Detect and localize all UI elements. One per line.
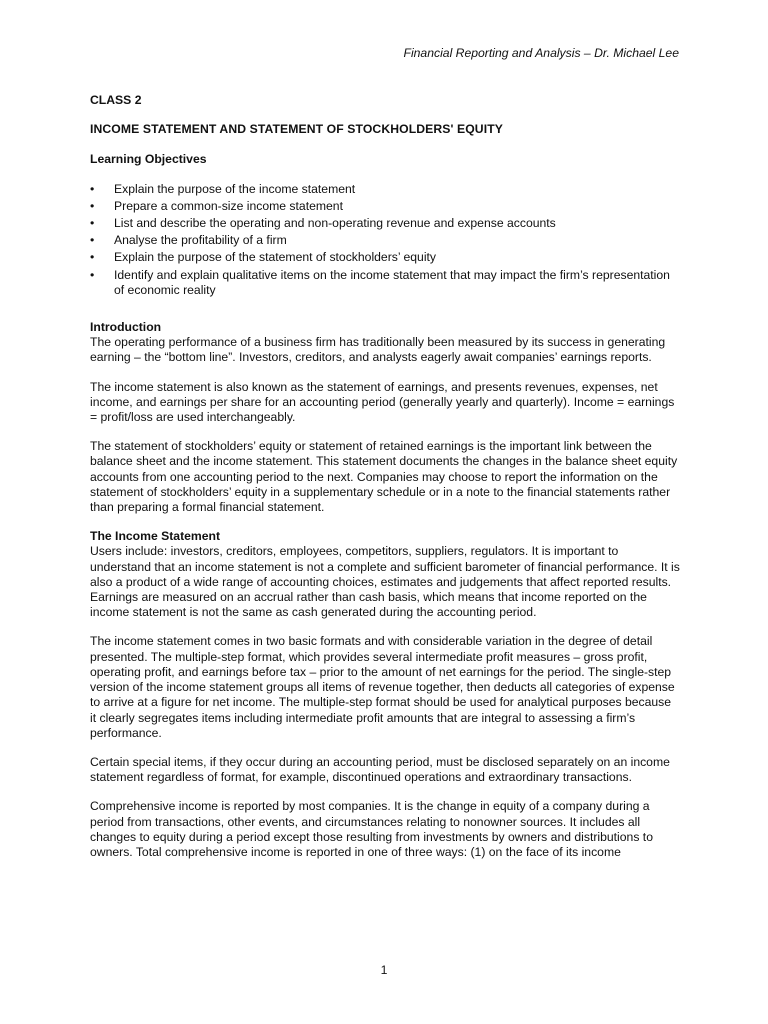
class-label: CLASS 2 (90, 93, 142, 107)
list-item (90, 233, 680, 248)
income-statement-paragraph-1: Users include: investors, creditors, employees, competitors, suppliers, regulators. It is important to understand that an income statement is not a complete and sufficient barometer of financial performance. It is also a product of a wide range of accounting choices, estimates and judgements that affect reported results. Earnings are measured on an accrual rather than cash basis, which means that income reported on the income statement is not the same as cash generated during the accounting period. (90, 544, 680, 620)
introduction-heading: Introduction (90, 320, 162, 335)
list-item-text: Prepare a common-size income statement (114, 198, 343, 213)
income-statement-paragraph-2: The income statement comes in two basic formats and with considerable variation in the degree of detail presented. The multiple-step format, which provides several intermediate profit measures – gross profit, operating profit, and earnings before tax – prior to the amount of net earnings for the period. The single-step version of the income statement groups all items of revenue together, then deducts all categories of expense to arrive at a figure for net income. The multiple-step format should be used for analytical purposes because it clearly segregates items including intermediate profit amounts that are integral to assessing a firm’s performance. (90, 634, 675, 740)
learning-objectives-list (90, 182, 680, 298)
income-statement-paragraph-3: Certain special items, if they occur during an accounting period, must be disclosed separately on an income statement regardless of format, for example, discontinued operations and extraordinary transactions. (90, 754, 670, 785)
income-statement-paragraph-4: Comprehensive income is reported by most companies. It is the change in equity of a company during a period from transactions, other events, and circumstances relating to nonowner sources. It includes all changes to equity during a period except those resulting from investments by owners and distributions to owners. Total comprehensive income is reported in one of three ways: (1) on the face of its income (90, 799, 653, 859)
page-number: 1 (380, 963, 388, 977)
bullet-icon: • (90, 181, 95, 196)
bullet-icon: • (90, 233, 95, 248)
learning-objectives-heading: Learning Objectives (90, 152, 207, 167)
bullet-icon: • (90, 250, 95, 265)
bullet-icon: • (90, 267, 95, 282)
list-item (90, 216, 680, 231)
bullet-icon: • (90, 216, 95, 231)
income-statement-heading: The Income Statement (90, 529, 221, 544)
list-item-text: Explain the purpose of the income statement (114, 181, 356, 196)
list-item (90, 182, 680, 197)
list-item-text: List and describe the operating and non-operating revenue and expense accounts (114, 216, 556, 231)
running-header: Financial Reporting and Analysis – Dr. Michael Lee (403, 46, 679, 60)
introduction-paragraph-2: The income statement is also known as the statement of earnings, and presents revenues, expenses, net income, and earnings per share for an accounting period (generally yearly and quarterly). Income = earnings = profit/loss are used interchangeably. (90, 379, 675, 425)
bullet-icon: • (90, 198, 95, 213)
list-item-text: Analyse the profitability of a firm (114, 233, 287, 248)
list-item-text: Identify and explain qualitative items on the income statement that may impact the firm’s representation of economic reality (114, 267, 670, 297)
introduction-paragraph-3: The statement of stockholders’ equity or statement of retained earnings is the important link between the balance sheet and the income statement. This statement documents the changes in the balance sheet equity accounts from one accounting period to the next. Companies may choose to report the information on the statement of stockholders’ equity in a supplementary schedule or in a note to the financial statements rather than preparing a formal financial statement. (90, 439, 678, 515)
list-item (90, 199, 680, 214)
list-item (90, 268, 680, 298)
introduction-paragraph-1: The operating performance of a business firm has traditionally been measured by its success in generating earning – the “bottom line”. Investors, creditors, and analysts eagerly await companies’ earnings reports. (90, 335, 666, 365)
page-content (90, 93, 680, 874)
page-title: INCOME STATEMENT AND STATEMENT OF STOCKHOLDERS' EQUITY (90, 122, 503, 137)
list-item (90, 250, 680, 265)
list-item-text: Explain the purpose of the statement of stockholders’ equity (114, 250, 437, 265)
